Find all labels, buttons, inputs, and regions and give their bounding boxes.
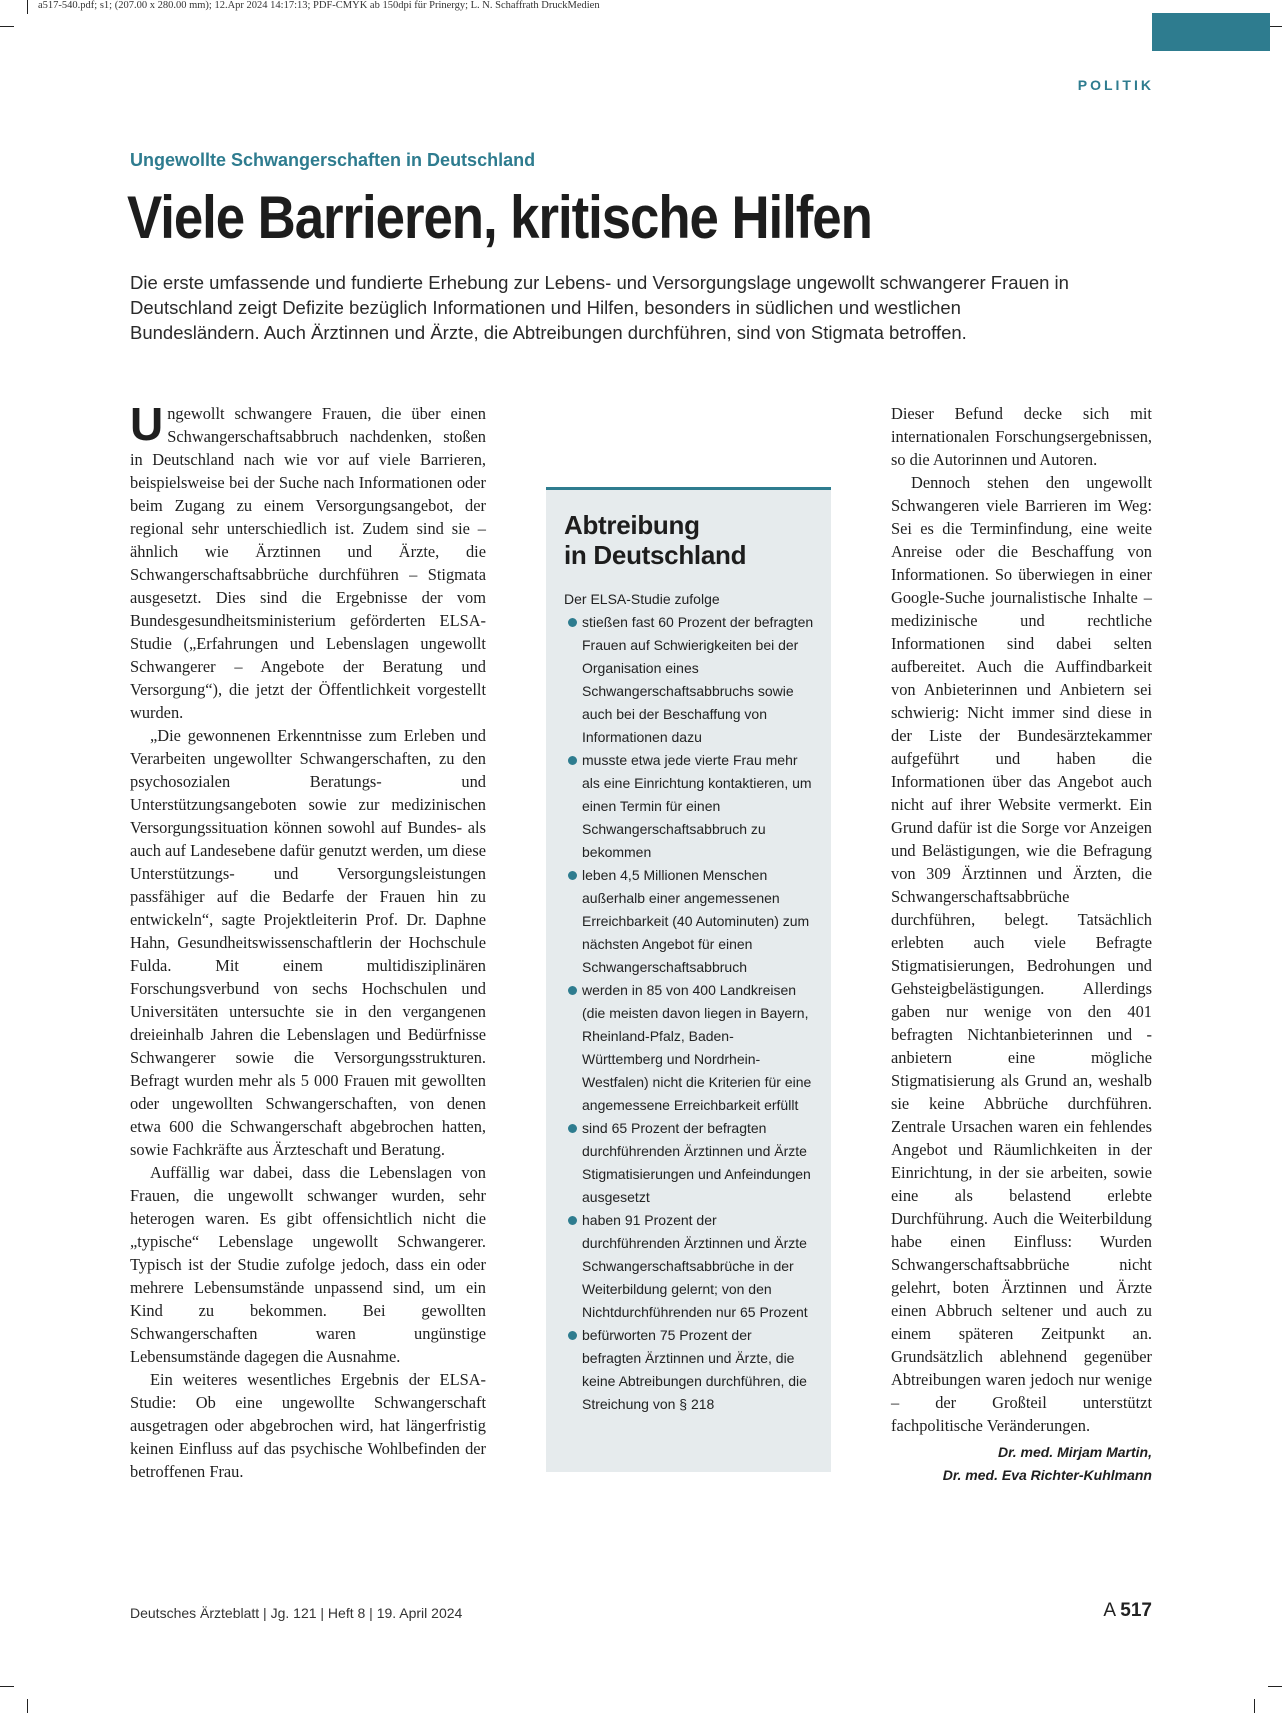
drop-cap: U	[130, 398, 164, 450]
info-box-item-text: leben 4,5 Millionen Menschen außerhalb einer angemessenen Erreichbarkeit (40 Autominuten) zum nächsten Angebot für einen Schwangerschaftsabbruch	[582, 867, 810, 975]
info-box-item-text: stießen fast 60 Prozent der befragten Frauen auf Schwierigkeiten bei der Organisation eines Schwangerschaftsabbruchs sowie auch bei der Beschaffung von Informationen dazu	[582, 614, 814, 745]
crop-mark	[27, 1699, 28, 1713]
body-paragraph: Dennoch stehen den ungewollt Schwangeren viele Barrieren im Weg: Sei es die Terminfindung, eine weite Anreise oder die Beschaffung von Informationen. So überwiegen in einer Google-Suche journalistische Inhalte – medizinische und rechtliche Informationen sind dabei selten aufbereitet. Auch die Auffindbarkeit von Anbieterinnen und Anbietern sei schwierig: Nicht immer sind diese in der Liste der Bundesärztekammer aufgeführt und haben die Informationen über das Angebot auch nicht auf ihrer Website vermerkt. Ein Grund dafür ist die Sorge vor Anzeigen und Belästigungen, wie die Befragung von 309 Ärztinnen und Ärzten, die Schwangerschaftsabbrüche durchführen, belegt. Tatsächlich erlebten auch viele Befragte Stigmatisierungen, Bedrohungen und Gehsteigbelästigungen. Allerdings gaben nur wenige von den 401 befragten Nichtanbieterinnen und -anbietern eine mögliche Stigmatisierung als Grund an, weshalb sie keine Abbrüche durchführen. Zentrale Ursachen waren ein fehlendes Angebot und Räumlichkeiten in der Einrichtung, in der sie arbeiten, sowie eine als belastend erlebte Durchführung. Auch die Weiterbildung habe einen Einfluss: Wurden Schwangerschaftsabbrüche nicht gelehrt, boten Ärztinnen und Ärzte einen Abbruch seltener und auch zu einem späteren Zeitpunkt an. Grundsätzlich ablehnend gegenüber Abtreibungen waren jedoch nur wenige – der Großteil unterstützt fachpolitische Veränderungen.	[891, 473, 1152, 1435]
author-line: Dr. med. Mirjam Martin,	[997, 1444, 1152, 1460]
page-number-prefix: A	[1103, 1600, 1116, 1621]
bullet-icon	[568, 1124, 577, 1133]
section-label: POLITIK	[1077, 77, 1154, 93]
article-headline: Viele Barrieren, kritische Hilfen	[127, 184, 872, 251]
page-number	[1103, 1600, 1152, 1622]
info-box-list	[564, 611, 814, 1416]
info-box-item	[564, 611, 814, 749]
info-box-item	[564, 749, 814, 864]
body-paragraph	[130, 398, 486, 724]
info-box-item-text: befürworten 75 Prozent der befragten Ärztinnen und Ärzte, die keine Abtreibungen durchführen, die Streichung von § 218	[582, 1327, 807, 1412]
crop-mark	[0, 1686, 14, 1687]
crop-mark	[1268, 1686, 1282, 1687]
info-box-item	[564, 1209, 814, 1324]
article-kicker: Ungewollte Schwangerschaften in Deutschland	[130, 150, 536, 170]
crop-mark	[1254, 1699, 1255, 1713]
info-box-item	[564, 1324, 814, 1416]
info-box-item	[564, 1117, 814, 1209]
section-color-tab	[1152, 13, 1270, 51]
info-box-intro: Der ELSA-Studie zufolge	[564, 591, 720, 607]
bullet-icon	[568, 756, 577, 765]
article-lead: Die erste umfassende und fundierte Erhebung zur Lebens- und Versorgungslage ungewollt schwangerer Frauen in Deutschland zeigt Defizite bezüglich Informationen und Hilfen, besonders in südlichen und westlichen Bundesländern. Auch Ärztinnen und Ärzte, die Abtreibungen durchführen, sind von Stigmata betroffen.	[130, 272, 1069, 343]
body-column-right	[891, 402, 1152, 1487]
body-paragraph: Auffällig war dabei, dass die Lebenslagen von Frauen, die ungewollt schwanger wurden, sehr heterogen waren. Es gibt offensichtlich nicht die „typische“ Lebenslage ungewollt Schwangerer. Typisch ist der Studie zufolge jedoch, dass ein oder mehrere Lebensumstände unpassend sind, um ein Kind zu bekommen. Bei gewollten Schwangerschaften waren ungünstige Lebensumstände dagegen die Ausnahme.	[130, 1163, 486, 1366]
crop-mark	[0, 26, 14, 27]
page-number-value: 517	[1120, 1600, 1152, 1621]
body-paragraph: Ein weiteres wesentliches Ergebnis der ELSA-Studie: Ob eine ungewollte Schwangerschaft ausgetragen oder abgebrochen wird, hat längerfristig keinen Einfluss auf das psychische Wohlbefinden der betroffenen Frau.	[130, 1370, 486, 1481]
bullet-icon	[568, 618, 577, 627]
body-column-left	[130, 398, 486, 1483]
print-info-line: a517-540.pdf; s1; (207.00 x 280.00 mm); 12.Apr 2024 14:17:13; PDF-CMYK ab 150dpi für Prinergy; L. N. Schaffrath DruckMedien	[38, 0, 600, 11]
body-paragraph: Dieser Befund decke sich mit internationalen Forschungsergebnissen, so die Autorinnen und Autoren.	[891, 404, 1152, 469]
info-box-item-text: haben 91 Prozent der durchführenden Ärztinnen und Ärzte Schwangerschaftsabbrüche in der Weiterbildung gelernt; von den Nichtdurchführenden nur 65 Prozent	[582, 1212, 808, 1320]
bullet-icon	[568, 1331, 577, 1340]
bullet-icon	[568, 871, 577, 880]
info-box-item-text: sind 65 Prozent der befragten durchführenden Ärztinnen und Ärzte Stigmatisierungen und Anfeindungen ausgesetzt	[582, 1120, 811, 1205]
info-box-item-text: musste etwa jede vierte Frau mehr als eine Einrichtung kontaktieren, um einen Termin für einen Schwangerschaftsabbruch zu bekommen	[582, 752, 812, 860]
info-box-title-line: Abtreibung	[564, 510, 700, 540]
paragraph-text: ngewollt schwangere Frauen, die über einen Schwangerschaftsabbruch nachdenken, stoßen in Deutschland nach wie vor auf viele Barrieren, beispielsweise bei der Suche nach Informationen oder beim Zugang zu einem Versorgungsangebot, der regional sehr unterschiedlich ist. Zudem sind sie – ähnlich wie Ärztinnen und Ärzte, die Schwangerschaftsabbrüche durchführen – Stigmata ausgesetzt. Dies sind die Ergebnisse der vom Bundesgesundheitsministerium geförderten ELSA-Studie („Erfahrungen und Lebenslagen ungewollt Schwangerer – Angebote der Beratung und Versorgung“), die jetzt der Öffentlichkeit vorgestellt wurden.	[130, 404, 486, 722]
info-box-item-text: werden in 85 von 400 Landkreisen (die meisten davon liegen in Bayern, Rheinland-Pfalz, Baden-Württemberg und Nordrhein-Westfalen) nicht die Kriterien für eine angemessene Erreichbarkeit erfüllt	[582, 982, 812, 1113]
info-box-item	[564, 864, 814, 979]
bullet-icon	[568, 1216, 577, 1225]
info-box-title-line: in Deutschland	[564, 540, 747, 570]
author-line: Dr. med. Eva Richter-Kuhlmann	[942, 1467, 1152, 1483]
info-box-item	[564, 979, 814, 1117]
info-box-title	[564, 510, 814, 570]
journal-footer: Deutsches Ärzteblatt | Jg. 121 | Heft 8 | 19. April 2024	[130, 1605, 463, 1621]
crop-mark	[1268, 26, 1282, 27]
bullet-icon	[568, 986, 577, 995]
body-paragraph: „Die gewonnenen Erkenntnisse zum Erleben und Verarbeiten ungewollter Schwangerschaften, zu den psychosozialen Beratungs- und Unterstützungsangeboten sowie zur medizinischen Versorgungssituation können sowohl auf Bundes- als auch auf Landesebene dafür genutzt werden, um diese Unterstützungs- und Versorgungsleistungen passfähiger auf die Bedarfe der Frauen hin zu entwickeln“, sagte Projektleiterin Prof. Dr. Daphne Hahn, Gesundheitswissenschaftlerin der Hochschule Fulda. Mit einem multidisziplinären Forschungsverbund von sechs Hochschulen und Universitäten untersuchte sie in den vergangenen dreieinhalb Jahren die Lebenslagen und Bedürfnisse Schwangerer sowie die Versorgungsstrukturen. Befragt wurden mehr als 5 000 Frauen mit gewollten oder ungewollten Schwangerschaften, von denen etwa 600 die Schwangerschaft abgebrochen hatten, sowie Fachkräfte aus Ärzteschaft und Beratung.	[130, 726, 486, 1159]
crop-mark	[27, 0, 28, 14]
info-box	[546, 487, 831, 1472]
